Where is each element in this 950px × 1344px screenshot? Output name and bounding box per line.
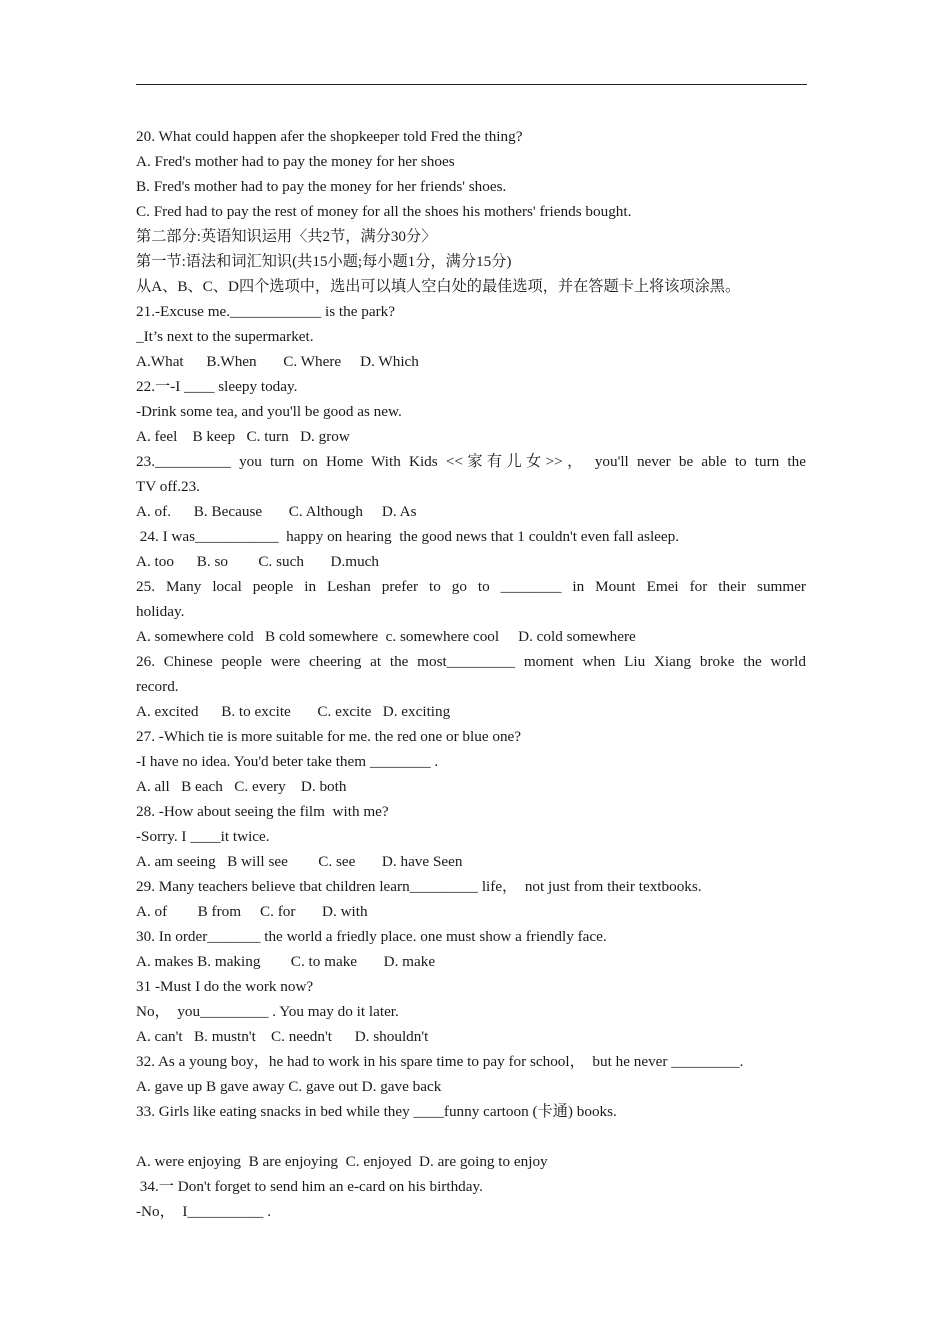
question-31: 31 -Must I do the work now? xyxy=(136,978,314,995)
q20-option-a: A. Fred's mother had to pay the money for her shoes xyxy=(136,153,455,170)
q27-options: A. all B each C. every D. both xyxy=(136,778,347,795)
q32-options: A. gave up B gave away C. gave out D. gave back xyxy=(136,1078,442,1095)
section-instructions: 从A、B、C、D四个选项中，选出可以填人空白处的最佳选项，并在答题卡上将该项涂黑。 xyxy=(136,278,741,295)
q34-answer-line: -No， I__________ . xyxy=(136,1203,271,1220)
question-23: 23.__________ you turn on Home With Kids <<家有儿女>>， you'll never be able to turn the xyxy=(136,453,806,470)
q21-answer-line: _It’s next to the supermarket. xyxy=(136,328,314,345)
question-29: 29. Many teachers believe tbat children learn_________ life， not just from their textbooks. xyxy=(136,878,702,895)
document-body xyxy=(136,124,806,1224)
question-21: 21.-Excuse me.____________ is the park? xyxy=(136,303,395,320)
section-heading-part2: 第二部分:英语知识运用〈共2节，满分30分〉 xyxy=(136,228,437,245)
q28-options: A. am seeing B will see C. see D. have Seen xyxy=(136,853,463,870)
q27-answer-line: -I have no idea. You'd beter take them ________ . xyxy=(136,753,439,770)
q22-options: A. feel B keep C. turn D. grow xyxy=(136,428,350,445)
q30-options: A. makes B. making C. to make D. make xyxy=(136,953,436,970)
q25-options: A. somewhere cold B cold somewhere c. somewhere cool D. cold somewhere xyxy=(136,628,636,645)
section-heading-grammar: 第一节:语法和词汇知识(共15小题;每小题1分，满分15分) xyxy=(136,253,512,270)
q28-answer-line: -Sorry. I ____it twice. xyxy=(136,828,270,845)
q33-options: A. were enjoying B are enjoying C. enjoyed D. are going to enjoy xyxy=(136,1153,548,1170)
question-33: 33. Girls like eating snacks in bed while they ____funny cartoon (卡通) books. xyxy=(136,1103,617,1120)
question-25-cont: holiday. xyxy=(136,603,185,620)
q31-options: A. can't B. mustn't C. needn't D. shouldn't xyxy=(136,1028,429,1045)
question-23-cont: TV off.23. xyxy=(136,478,200,495)
q20-option-c: C. Fred had to pay the rest of money for all the shoes his mothers' friends bought. xyxy=(136,203,632,220)
question-22: 22.一-I ____ sleepy today. xyxy=(136,378,298,395)
q23-options: A. of. B. Because C. Although D. As xyxy=(136,503,417,520)
question-25: 25. Many local people in Leshan prefer to go to ________ in Mount Emei for their summer xyxy=(136,578,806,595)
q20-option-b: B. Fred's mother had to pay the money for her friends' shoes. xyxy=(136,178,507,195)
q22-answer-line: -Drink some tea, and you'll be good as new. xyxy=(136,403,402,420)
question-30: 30. In order_______ the world a friedly place. one must show a friendly face. xyxy=(136,928,607,945)
question-26-cont: record. xyxy=(136,678,179,695)
q26-options: A. excited B. to excite C. excite D. exciting xyxy=(136,703,451,720)
question-26: 26. Chinese people were cheering at the most_________ moment when Liu Xiang broke the world xyxy=(136,653,806,670)
question-32: 32. As a young boy，he had to work in his spare time to pay for school， but he never _________. xyxy=(136,1053,744,1070)
q31-answer-line: No， you_________ . You may do it later. xyxy=(136,1003,399,1020)
question-24: 24. I was___________ happy on hearing the good news that 1 couldn't even fall asleep. xyxy=(136,528,680,545)
question-27: 27. -Which tie is more suitable for me. the red one or blue one? xyxy=(136,728,522,745)
question-28: 28. -How about seeing the film with me? xyxy=(136,803,389,820)
question-20: 20. What could happen afer the shopkeeper told Fred the thing? xyxy=(136,128,523,145)
header-rule xyxy=(136,84,807,85)
blank-line xyxy=(136,1124,806,1149)
q29-options: A. of B from C. for D. with xyxy=(136,903,368,920)
question-34: 34.一 Don't forget to send him an e-card on his birthday. xyxy=(136,1178,483,1195)
q24-options: A. too B. so C. such D.much xyxy=(136,553,379,570)
q21-options: A.What B.When C. Where D. Which xyxy=(136,353,419,370)
